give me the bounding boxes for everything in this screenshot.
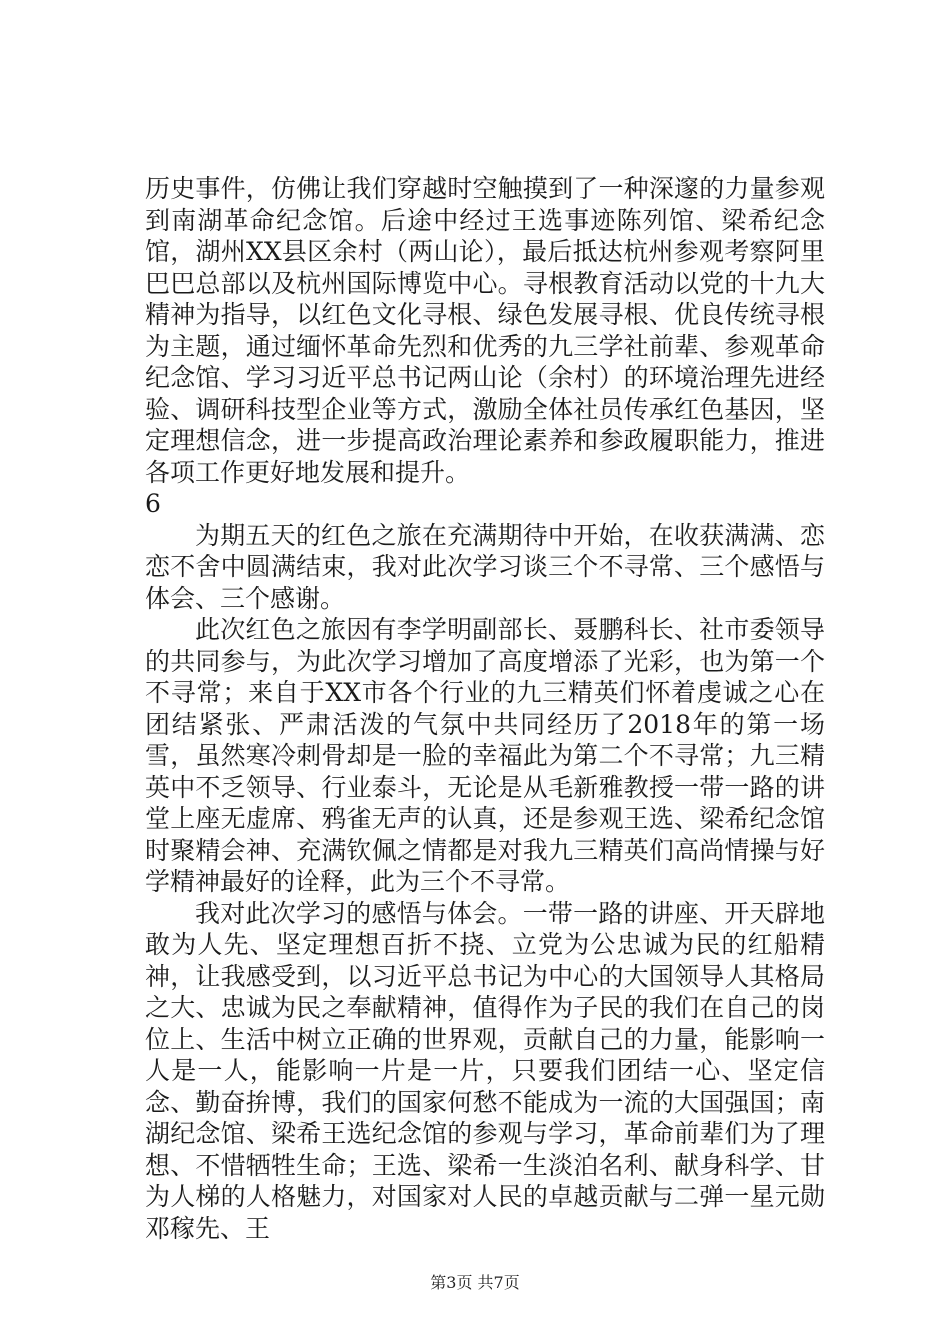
paragraph-unusual: 此次红色之旅因有李学明副部长、聂鹏科长、社市委领导的共同参与，为此次学习增加了高度增添了光彩，也为第一个不寻常；来自于XX市各个行业的九三精英们怀着虔诚之心在团结紧张、严肃活泼的气氛中共同经历了2018年的第一场雪，虽然寒冷刺骨却是一脸的幸福此为第二个不寻常；九三精英中不乏领导、行业泰斗，无论是从毛新雅教授一带一路的讲堂上座无虚席、鸦雀无声的认真，还是参观王选、梁希纪念馆时聚精会神、充满钦佩之情都是对我九三精英们高尚情操与好学精神最好的诠释，此为三个不寻常。 [145, 615, 825, 896]
paragraph-intro: 为期五天的红色之旅在充满期待中开始，在收获满满、恋恋不舍中圆满结束，我对此次学习谈三个不寻常、三个感悟与体会、三个感谢。 [145, 520, 825, 613]
page-footer: 第3页 共7页 [430, 1273, 520, 1292]
paragraph-insights: 我对此次学习的感悟与体会。一带一路的讲座、开天辟地敢为人先、坚定理想百折不挠、立党为公忠诚为民的红船精神，让我感受到，以习近平总书记为中心的大国领导人其格局之大、忠诚为民之奉献精神，值得作为子民的我们在自己的岗位上、生活中树立正确的世界观，贡献自己的力量，能影响一人是一人，能影响一片是一片，只要我们团结一心、坚定信念、勤奋拚博，我们的国家何愁不能成为一流的大国强国；南湖纪念馆、梁希王选纪念馆的参观与学习，革命前辈们为了理想、不惜牺牲生命；王选、梁希一生淡泊名利、献身科学、甘为人梯的人格魅力，对国家对人民的卓越贡献与二弹一星元勋邓稼先、王 [145, 898, 825, 1243]
paragraph-continuation: 历史事件，仿佛让我们穿越时空触摸到了一种深邃的力量参观到南湖革命纪念馆。后途中经过王选事迹陈列馆、梁希纪念馆，湖州XX县区余村（两山论），最后抵达杭州参观考察阿里巴巴总部以及杭州国际博览中心。寻根教育活动以党的十九大精神为指导，以红色文化寻根、绿色发展寻根、优良传统寻根为主题，通过缅怀革命先烈和优秀的九三学社前辈、参观革命纪念馆、学习习近平总书记两山论（余村）的环境治理先进经验、调研科技型企业等方式，激励全体社员传承红色基因，坚定理想信念，进一步提高政治理论素养和参政履职能力，推进各项工作更好地发展和提升。 [145, 174, 825, 487]
document-body [145, 173, 825, 1244]
section-number: 6 [145, 489, 161, 518]
